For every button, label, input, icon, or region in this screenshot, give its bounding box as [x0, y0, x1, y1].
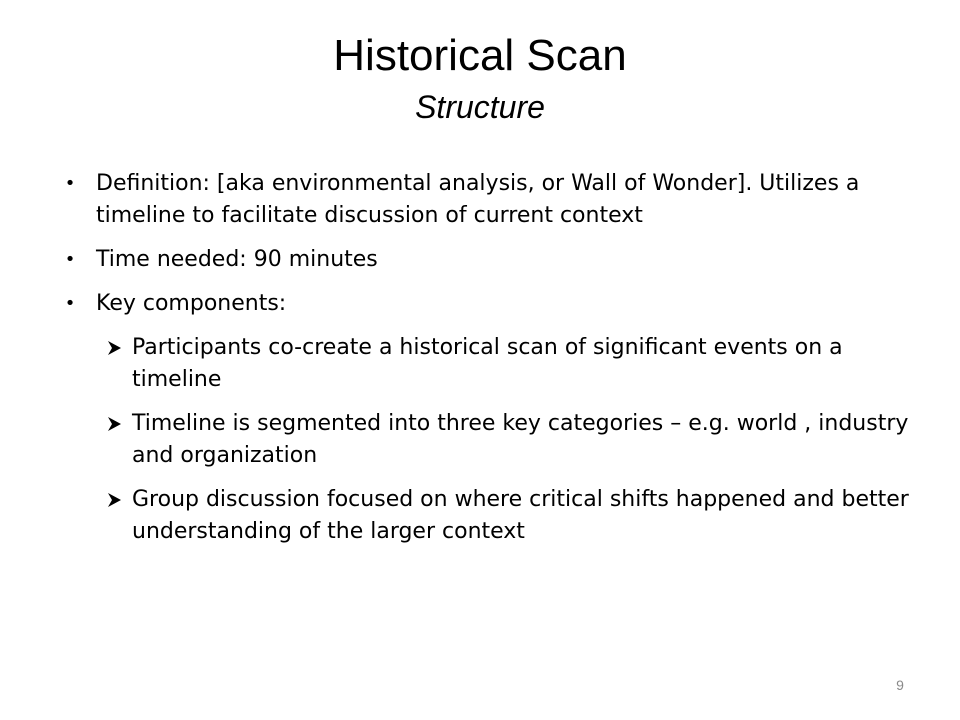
sub-bullet-participants: [106, 332, 910, 396]
slide-subtitle: Structure: [415, 89, 545, 125]
bullet-text: Definition: [aka environmental analysis, or Wall of Wonder]. Utilizes a timeline to facilitate discussion of current context: [96, 171, 860, 228]
arrow-bullet-icon: [106, 491, 124, 509]
bullet-definition: [60, 168, 910, 232]
sub-bullet-text: Participants co-create a historical scan of significant events on a timeline: [132, 335, 843, 392]
sub-bullet-text: Group discussion focused on where critical shifts happened and better understanding of the larger context: [132, 487, 909, 544]
bullet-text: Time needed: 90 minutes: [96, 247, 378, 272]
sub-bullet-text: Timeline is segmented into three key categories – e.g. world , industry and organization: [132, 411, 909, 468]
slide-title: Historical Scan: [333, 31, 627, 80]
arrow-bullet-icon: [106, 415, 124, 433]
sub-bullet-timeline-segmented: [106, 408, 910, 472]
bullet-key-components: [60, 288, 910, 320]
bullet-dot-icon: •: [64, 249, 76, 270]
page-number: 9: [896, 677, 904, 693]
bullet-dot-icon: •: [64, 293, 76, 314]
slide-content: [60, 168, 910, 560]
sub-bullet-group-discussion: [106, 484, 910, 548]
bullet-dot-icon: •: [64, 173, 76, 194]
arrow-bullet-icon: [106, 339, 124, 357]
bullet-time-needed: [60, 244, 910, 276]
bullet-text: Key components:: [96, 291, 287, 316]
